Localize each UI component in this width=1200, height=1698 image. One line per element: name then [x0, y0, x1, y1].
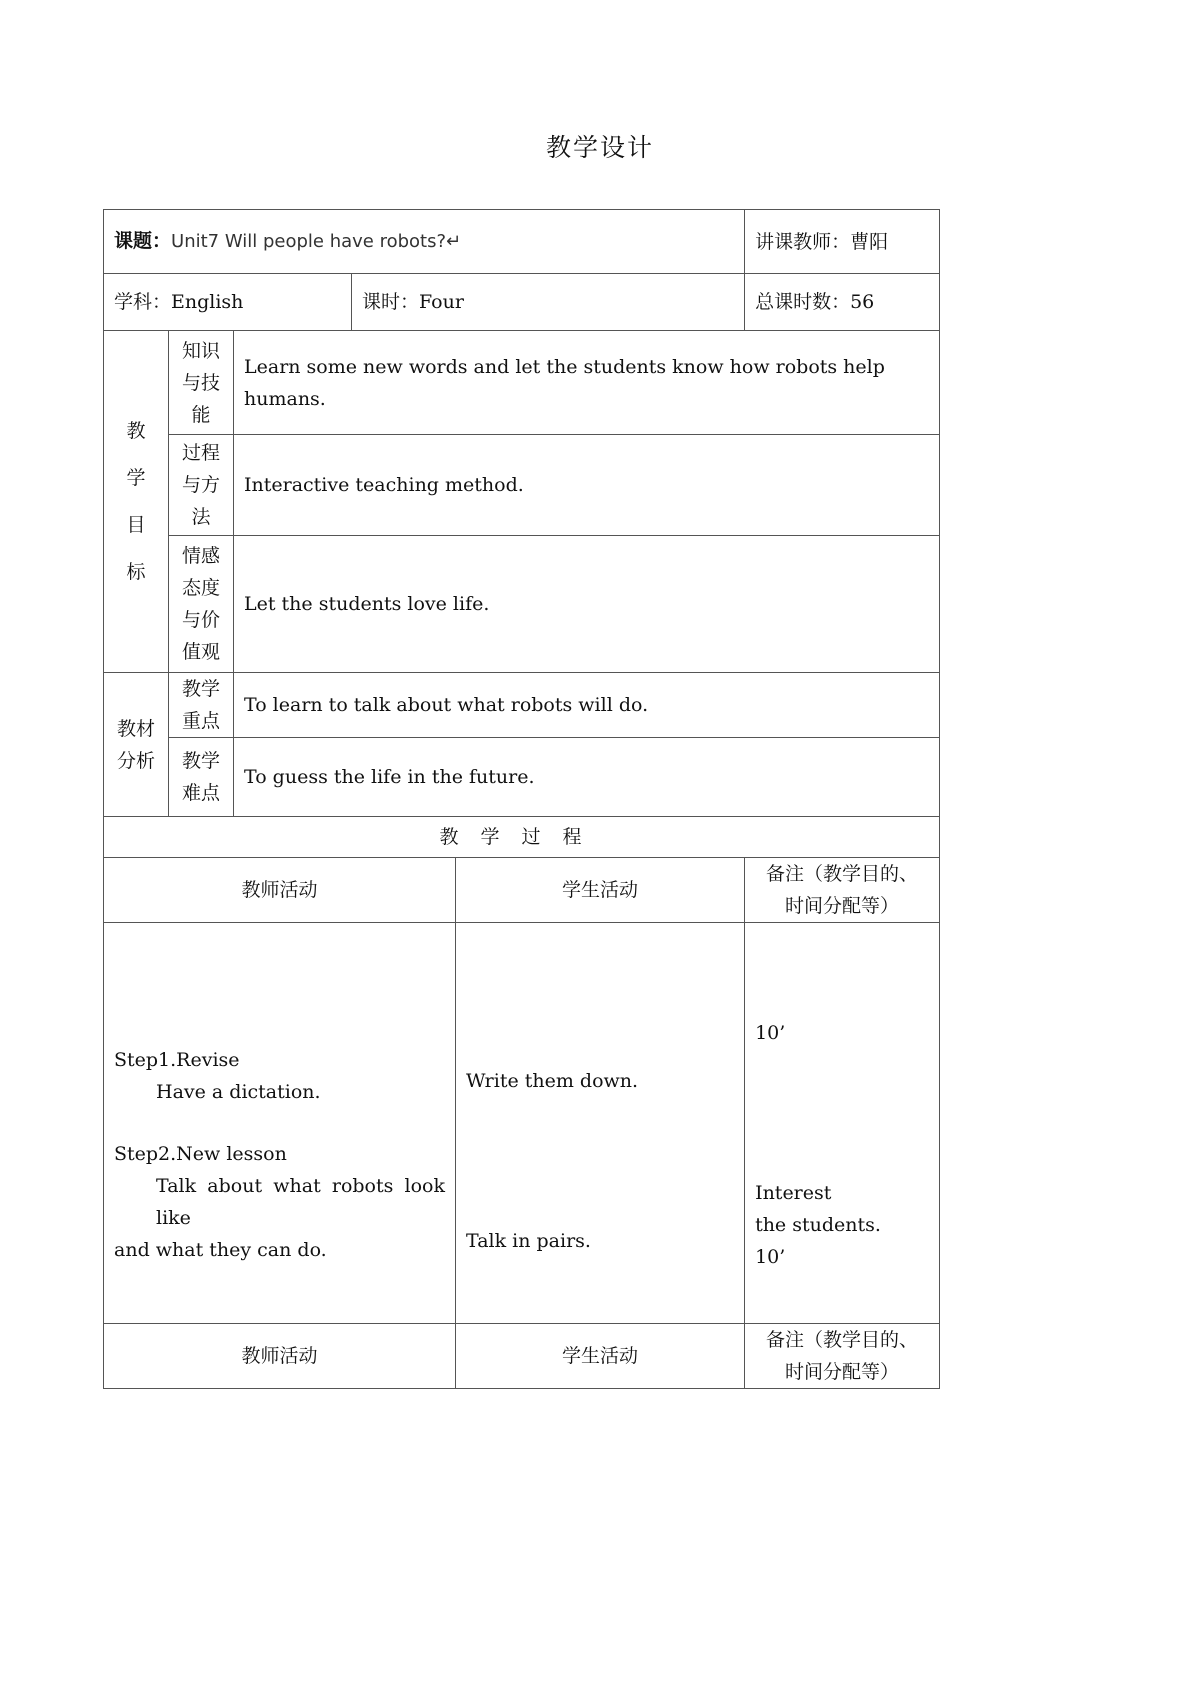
knowledge-skills-label: 知识 与技 能	[169, 331, 234, 435]
topic-cell	[104, 210, 745, 274]
process-content-row	[104, 923, 940, 1324]
step2-detail-line1: Talk about what robots look like	[156, 1175, 445, 1229]
topic-value: Unit7 Will people have robots?↵	[171, 231, 462, 252]
process-method-label: 过程 与方 法	[169, 435, 234, 536]
note-purpose-line2: the students.	[755, 1214, 881, 1236]
note-header: 备注（教学目的、 时间分配等）	[745, 858, 940, 923]
student-activity-footer: 学生活动	[456, 1324, 745, 1389]
period-cell: 课时：Four	[352, 274, 745, 331]
teacher-activity-header: 教师活动	[104, 858, 456, 923]
teacher-activity-content	[104, 923, 456, 1324]
lesson-plan-table	[103, 209, 940, 1389]
key-point-label: 教学 重点	[169, 673, 234, 738]
note-content	[745, 923, 940, 1324]
step1-detail: Have a dictation.	[156, 1081, 321, 1103]
emotion-attitude-label: 情感 态度 与价 值观	[169, 536, 234, 673]
teaching-goals-label: 教 学 目 标	[104, 331, 169, 673]
material-analysis-label: 教材 分析	[104, 673, 169, 817]
student-activity-header: 学生活动	[456, 858, 745, 923]
step2-title: Step2.New lesson	[114, 1143, 287, 1165]
teacher-cell: 讲课教师：曹阳	[745, 210, 940, 274]
process-title: 教学过程	[104, 817, 940, 858]
topic-row	[104, 210, 940, 274]
teacher-activity-footer: 教师活动	[104, 1324, 456, 1389]
process-title-row	[104, 817, 940, 858]
process-method-content: Interactive teaching method.	[234, 435, 940, 536]
step1-title: Step1.Revise	[114, 1049, 240, 1071]
difficult-point-label: 教学 难点	[169, 738, 234, 817]
step2-detail-line2: and what they can do.	[114, 1239, 327, 1261]
emotion-attitude-content: Let the students love life.	[234, 536, 940, 673]
note-footer: 备注（教学目的、 时间分配等）	[745, 1324, 940, 1389]
key-point-content: To learn to talk about what robots will do.	[234, 673, 940, 738]
knowledge-skills-content: Learn some new words and let the students know how robots help humans.	[234, 331, 940, 435]
analysis-row-key	[104, 673, 940, 738]
goal-row-knowledge	[104, 331, 940, 435]
note-time-1: 10’	[755, 1022, 786, 1044]
process-header-row	[104, 858, 940, 923]
goal-row-process	[104, 435, 940, 536]
analysis-row-difficult	[104, 738, 940, 817]
total-periods-cell: 总课时数：56	[745, 274, 940, 331]
subject-row	[104, 274, 940, 331]
difficult-point-content: To guess the life in the future.	[234, 738, 940, 817]
note-time-2: 10’	[755, 1246, 786, 1268]
document-title: 教学设计	[545, 133, 654, 162]
note-purpose-line1: Interest	[755, 1182, 832, 1204]
goal-row-attitude	[104, 536, 940, 673]
topic-label: 课题：	[114, 230, 172, 252]
subject-cell: 学科：English	[104, 274, 352, 331]
student-step1: Write them down.	[466, 1070, 639, 1092]
student-step2: Talk in pairs.	[466, 1230, 591, 1252]
student-activity-content	[456, 923, 745, 1324]
process-footer-row	[104, 1324, 940, 1389]
